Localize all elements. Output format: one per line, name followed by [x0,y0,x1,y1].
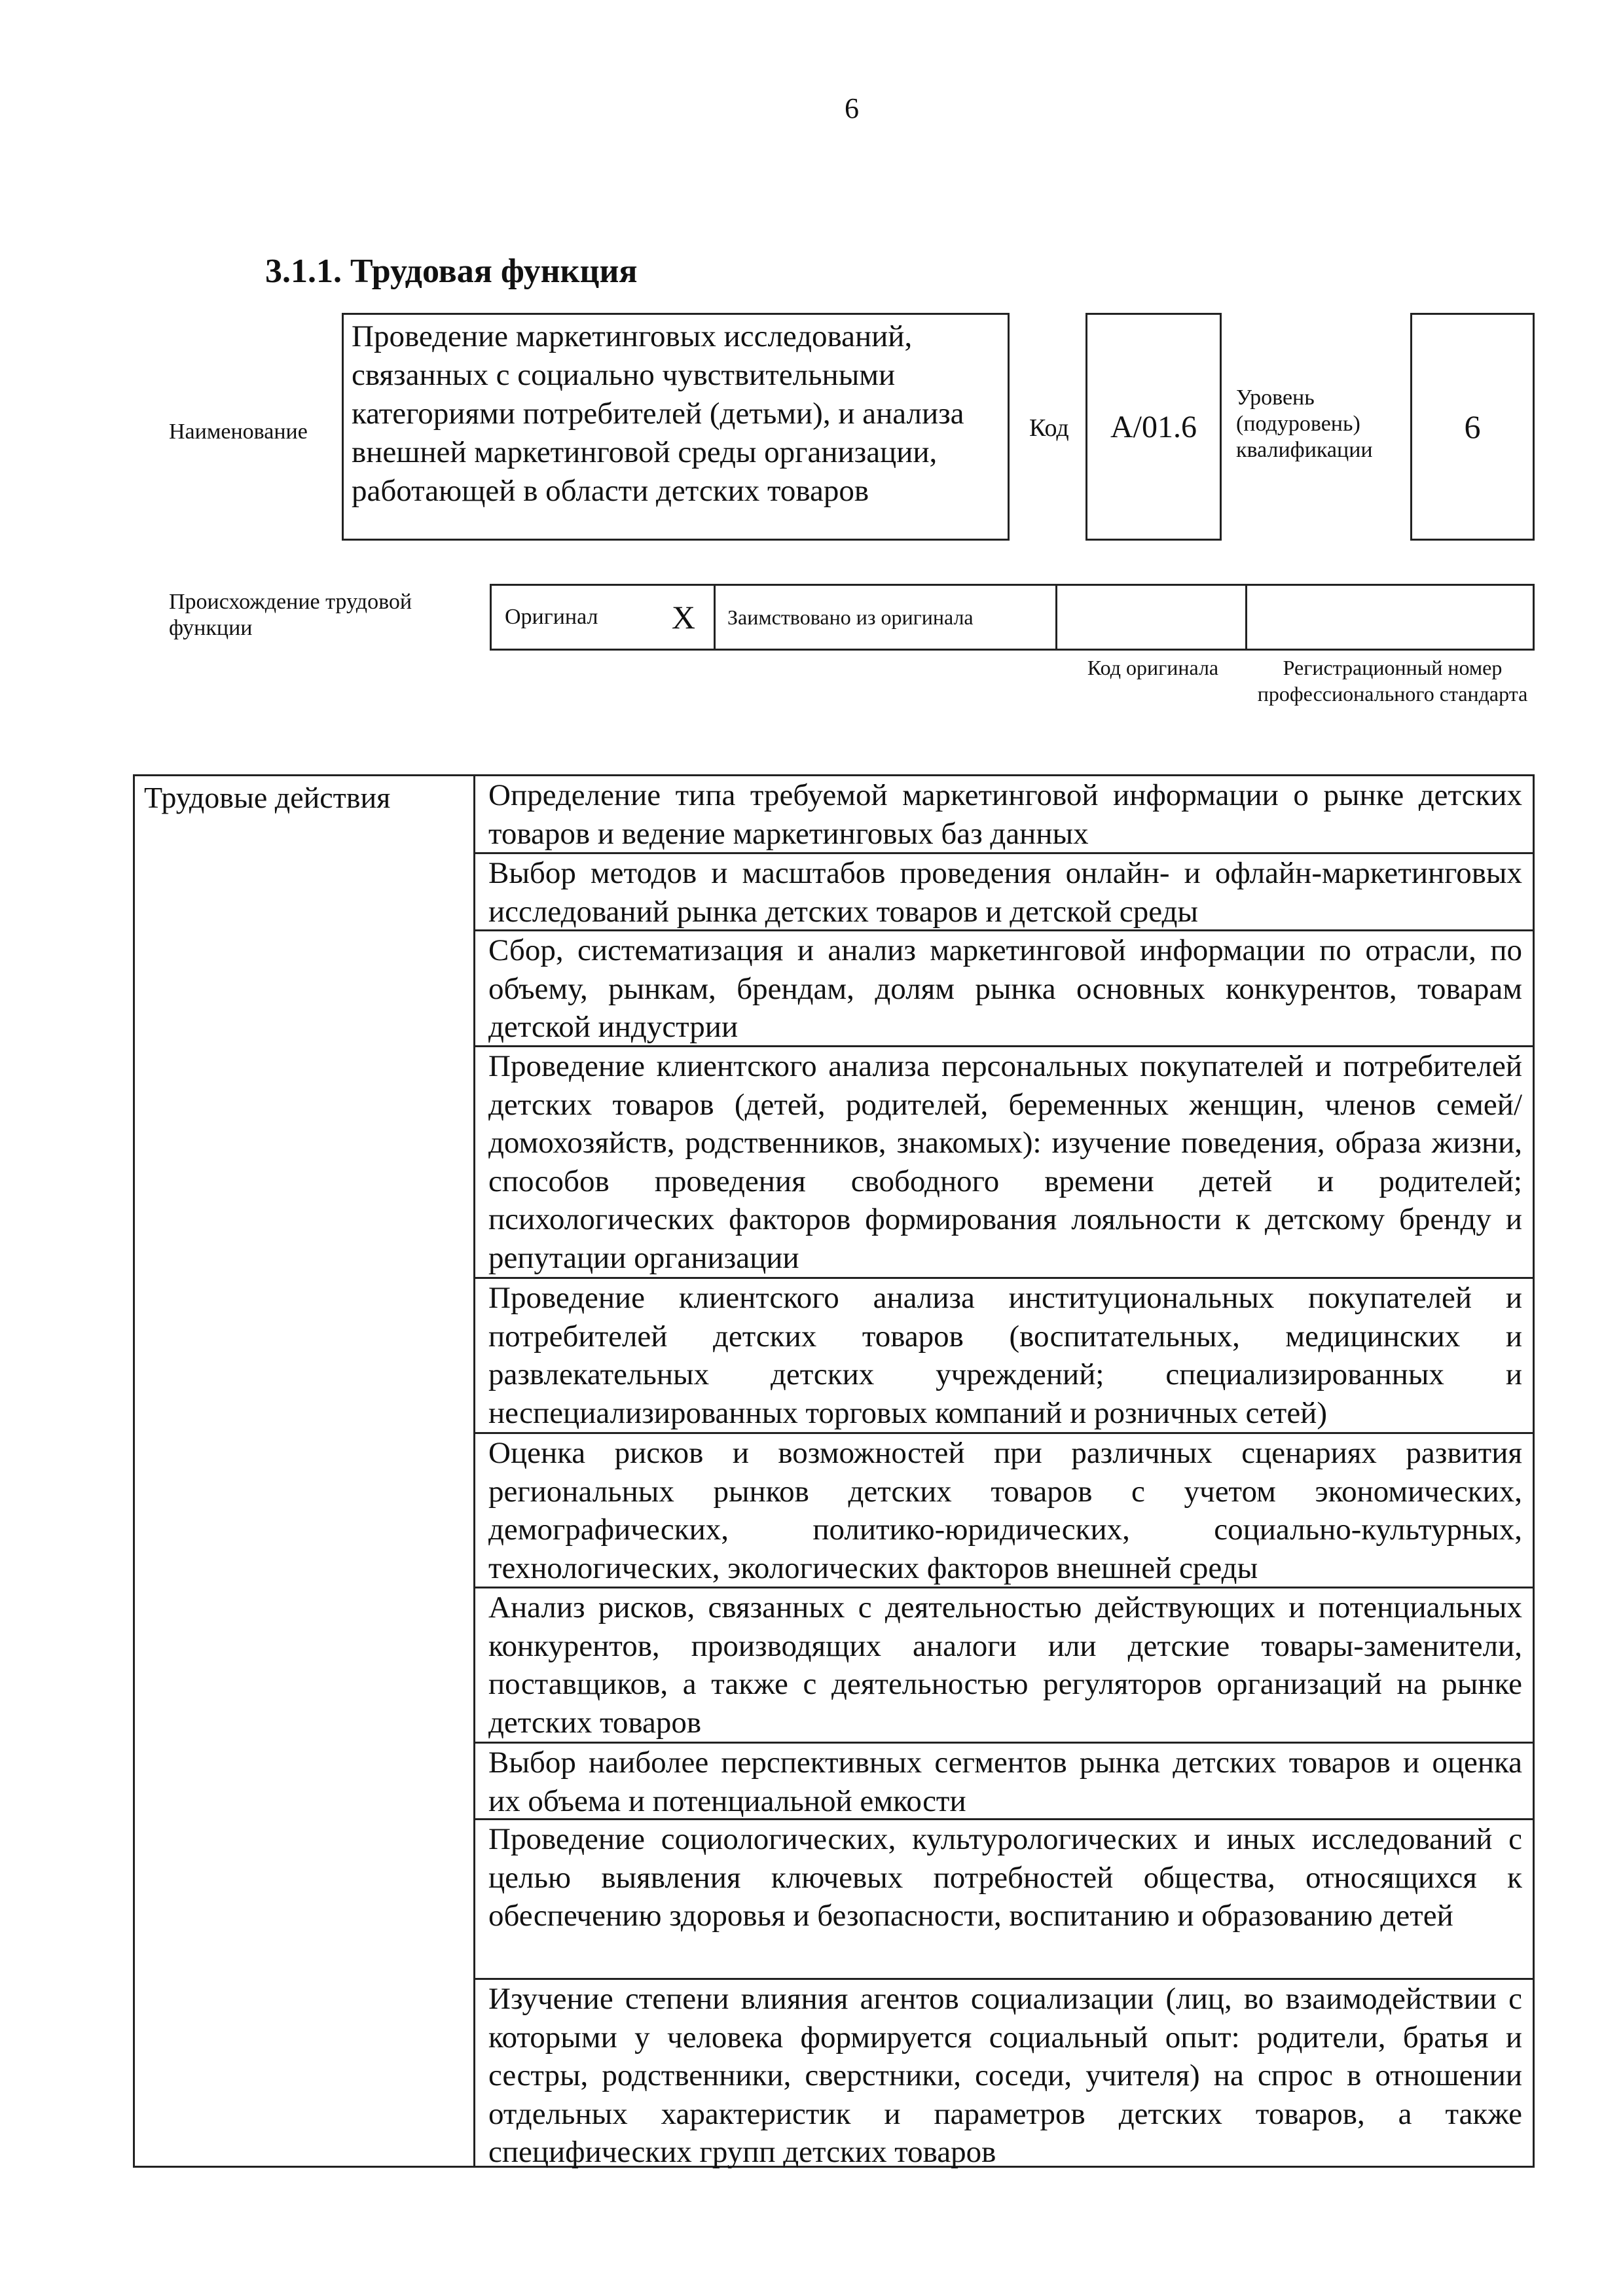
labor-action-row: Определение типа требуемой маркетинговой информации о рынке детских товаров и ведение маркетинговых баз данных [475,776,1533,854]
code-value: A/01.6 [1110,409,1197,444]
section-title: 3.1.1. Трудовая функция [265,253,638,290]
origin-code-cell [1057,586,1247,649]
origin-original-label: Оригинал [505,605,598,629]
function-name-box: Проведение маркетинговых исследований, связанных с социально чувствительными категориями потребителей (детьми), и анализа внешней маркетинговой среды организации, работающей в области детских товаров [342,313,1010,541]
level-label-line: (подуровень) [1236,412,1360,436]
origin-reg-cell [1247,586,1533,649]
origin-label: Происхождение трудовой функции [169,590,412,640]
origin-borrowed-cell [716,586,1057,649]
labor-action-row: Оценка рисков и возможностей при различных сценариях развития региональных рынков детских товаров с учетом экономических, демографических, политико-юридических, социально-культурных, технологических, экологических факторов внешней среды [475,1434,1533,1588]
labor-action-row: Анализ рисков, связанных с деятельностью действующих и потенциальных конкурентов, производящих аналоги или детские товары-заменители, поставщиков, а также с деятельностью регуляторов организаций на рынке детских товаров [475,1588,1533,1744]
level-label-line: Уровень [1236,386,1315,410]
page-number: 6 [845,92,859,124]
labor-action-row: Проведение клиентского анализа институциональных покупателей и потребителей детских товаров (воспитательных, медицинских и развлекательных детских учреждений; специализированных и неспециализированных торговых компаний и розничных сетей) [475,1279,1533,1434]
labor-action-row: Сбор, систематизация и анализ маркетинговой информации по отрасли, по объему, рынкам, брендам, долям рынка основных конкурентов, товарам детской индустрии [475,931,1533,1047]
level-label [1236,385,1373,463]
origin-original-cell [492,586,716,649]
origin-code-caption: Код оригинала [1087,656,1219,679]
labor-actions-label: Трудовые действия [135,776,475,2166]
level-label-line: квалификации [1236,438,1373,462]
name-label: Наименование [169,420,308,444]
labor-action-row: Проведение социологических, культурологических и иных исследований с целью выявления ключевых потребностей общества, относящихся к обеспечению здоровья и безопасности, воспитанию и образованию детей [475,1820,1533,1980]
level-value: 6 [1464,408,1481,445]
labor-actions-list [475,776,1533,2169]
labor-action-row: Изучение степени влияния агентов социализации (лиц, во взаимодействии с которыми у человека формируется социальный опыт: родители, братья и сестры, родственники, сверстники, соседи, учителя) на спрос в отношении отдельных характеристик и параметров детских товаров, а также специфических групп детских товаров [488,1982,1522,2169]
labor-action-row: Проведение клиентского анализа персональных покупателей и потребителей детских товаров (детей, родителей, беременных женщин, членов семей/домохозяйств, родственников, знакомых): изучение поведения, образа жизни, способов проведения свободного времени детей и родителей; психологических факторов формирования лояльности к детскому бренду и репутации организации [475,1047,1533,1279]
origin-original-mark: X [671,599,695,636]
labor-action-row: Выбор наиболее перспективных сегментов рынка детских товаров и оценка их объема и потенциальной емкости [475,1744,1533,1820]
labor-actions-table [133,774,1535,2168]
origin-borrowed-label: Заимствовано из оригинала [727,605,974,629]
origin-table [490,584,1535,651]
origin-reg-caption: Регистрационный номер профессионального стандарта [1257,656,1528,706]
code-box [1085,313,1222,541]
level-box [1410,313,1535,541]
code-label: Код [1029,414,1069,442]
labor-action-row: Выбор методов и масштабов проведения онлайн- и офлайн-маркетинговых исследований рынка детских товаров и детской среды [475,854,1533,931]
